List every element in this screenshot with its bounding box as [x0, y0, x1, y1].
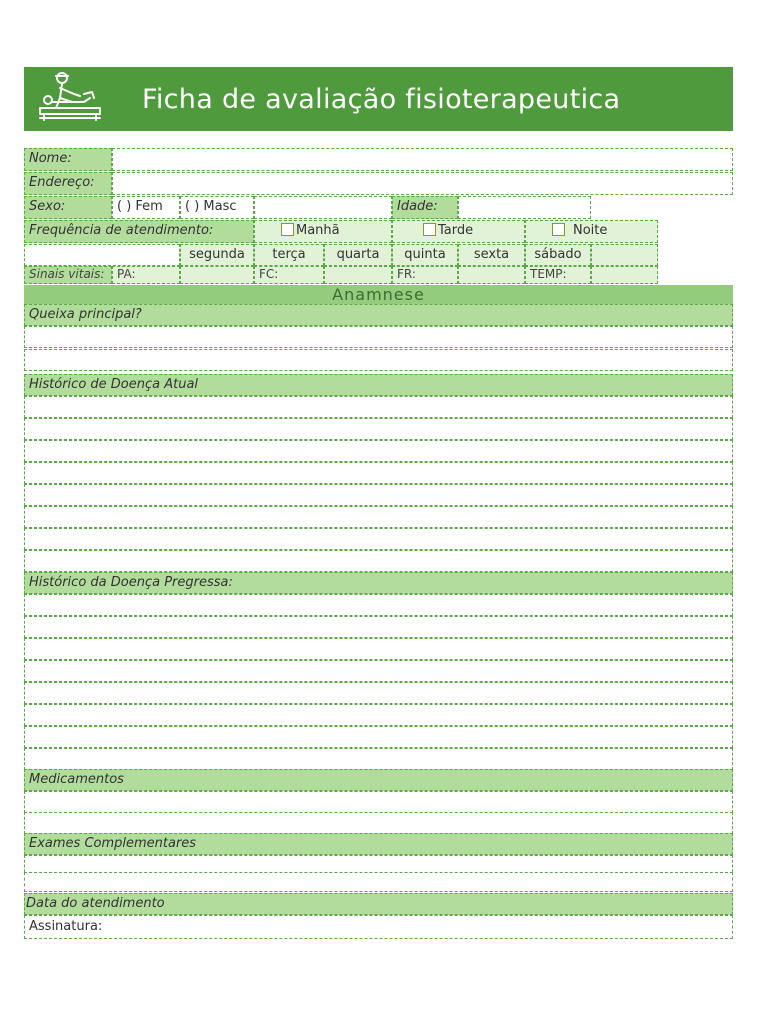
- endereco-label: Endereço:: [24, 172, 112, 195]
- dia-terca[interactable]: terça: [254, 244, 324, 266]
- medicamentos-heading: Medicamentos: [24, 769, 733, 791]
- historico-atual-line[interactable]: [24, 528, 733, 550]
- checkbox-icon[interactable]: [423, 223, 436, 236]
- historico-pregressa-line[interactable]: [24, 638, 733, 660]
- medicamentos-line[interactable]: [24, 791, 733, 813]
- dias-blank: [24, 244, 180, 266]
- physiotherapist-icon: [34, 70, 106, 126]
- periodo-tarde-label: Tarde: [438, 223, 474, 238]
- sexo-blank: [254, 196, 392, 219]
- historico-atual-line[interactable]: [24, 396, 733, 418]
- vital-fc-value[interactable]: [324, 266, 392, 284]
- exames-heading: Exames Complementares: [24, 833, 733, 855]
- periodo-tarde[interactable]: [392, 220, 525, 243]
- endereco-field[interactable]: [112, 172, 733, 195]
- dia-sabado[interactable]: sábado: [525, 244, 591, 266]
- frequencia-label: Frequência de atendimento:: [24, 220, 254, 243]
- historico-atual-line[interactable]: [24, 484, 733, 506]
- sinais-vitais-label: Sinais vitais:: [24, 266, 112, 284]
- dia-segunda[interactable]: segunda: [180, 244, 254, 266]
- anamnese-heading: Anamnese: [24, 285, 733, 304]
- dia-sexta[interactable]: sexta: [458, 244, 525, 266]
- data-atendimento-heading: Data do atendimento: [24, 893, 733, 915]
- exames-line[interactable]: [24, 872, 733, 892]
- historico-atual-line[interactable]: [24, 418, 733, 440]
- checkbox-icon[interactable]: [552, 223, 565, 236]
- historico-atual-line[interactable]: [24, 550, 733, 572]
- historico-pregressa-line[interactable]: [24, 616, 733, 638]
- nome-label: Nome:: [24, 148, 112, 171]
- sexo-masc-option[interactable]: ( ) Masc: [180, 196, 254, 219]
- sexo-fem-option[interactable]: ( ) Fem: [112, 196, 180, 219]
- historico-pregressa-line[interactable]: [24, 682, 733, 704]
- sexo-label: Sexo:: [24, 196, 112, 219]
- periodo-noite-label: Noite: [573, 223, 608, 238]
- periodo-manha-label: Manhã: [296, 223, 340, 238]
- historico-atual-line[interactable]: [24, 506, 733, 528]
- vital-fc[interactable]: FC:: [254, 266, 324, 284]
- periodo-manha[interactable]: [254, 220, 392, 243]
- historico-pregressa-line[interactable]: [24, 660, 733, 682]
- nome-field[interactable]: [112, 148, 733, 171]
- vital-pa-value[interactable]: [180, 266, 254, 284]
- historico-pregressa-line[interactable]: [24, 748, 733, 770]
- vital-temp-value[interactable]: [591, 266, 658, 284]
- assinatura-field[interactable]: Assinatura:: [24, 915, 733, 939]
- historico-pregressa-line[interactable]: [24, 726, 733, 748]
- queixa-line[interactable]: [24, 349, 733, 371]
- queixa-heading: Queixa principal?: [24, 304, 733, 326]
- vital-fr-value[interactable]: [458, 266, 525, 284]
- historico-pregressa-line[interactable]: [24, 704, 733, 726]
- page-title: Ficha de avaliação fisioterapeutica: [142, 84, 621, 115]
- idade-label: Idade:: [392, 196, 458, 219]
- checkbox-icon[interactable]: [281, 223, 294, 236]
- vital-temp[interactable]: TEMP:: [525, 266, 591, 284]
- historico-atual-heading: Histórico de Doença Atual: [24, 374, 733, 396]
- periodo-noite[interactable]: [525, 220, 658, 243]
- historico-pregressa-line[interactable]: [24, 594, 733, 616]
- medicamentos-line[interactable]: [24, 812, 733, 834]
- historico-pregressa-heading: Histórico da Doença Pregressa:: [24, 572, 733, 594]
- vital-fr[interactable]: FR:: [392, 266, 458, 284]
- dia-quinta[interactable]: quinta: [392, 244, 458, 266]
- idade-field[interactable]: [458, 196, 591, 219]
- dia-quarta[interactable]: quarta: [324, 244, 392, 266]
- queixa-line[interactable]: [24, 326, 733, 348]
- historico-atual-line[interactable]: [24, 462, 733, 484]
- dias-extra: [591, 244, 658, 266]
- historico-atual-line[interactable]: [24, 440, 733, 462]
- vital-pa[interactable]: PA:: [112, 266, 180, 284]
